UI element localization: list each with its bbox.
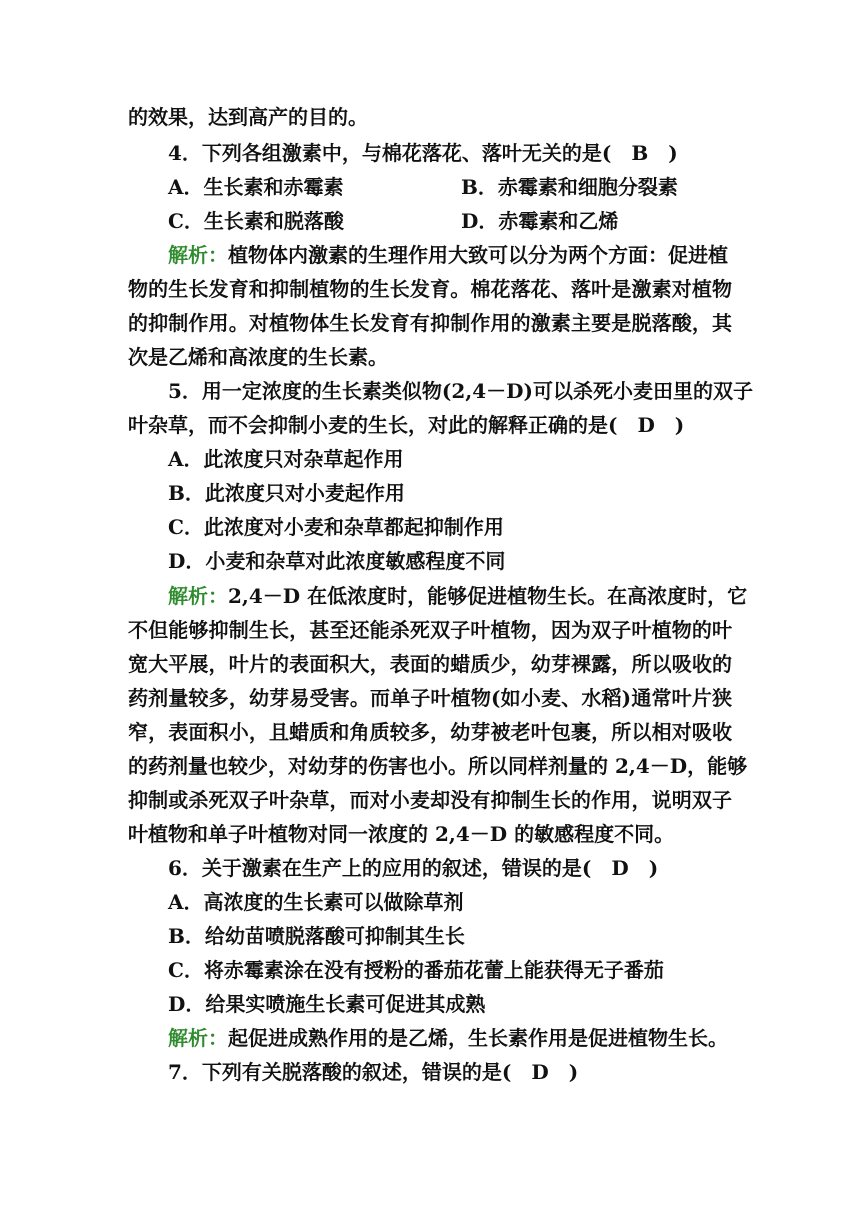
question-4-option-d: D．赤霉素和乙烯	[461, 209, 619, 233]
question-6-option-c: C．将赤霉素涂在没有授粉的番茄花蕾上能获得无子番茄	[168, 958, 664, 982]
analysis-label: 解析：	[168, 584, 228, 608]
question-5-option-b: B．此浓度只对小麦起作用	[168, 481, 405, 505]
analysis-label: 解析：	[168, 243, 228, 267]
intro-tail: 的效果，达到高产的目的。	[128, 105, 368, 129]
question-4-option-c: C．生长素和脱落酸	[168, 209, 344, 233]
question-6-option-b: B．给幼苗喷脱落酸可抑制其生长	[168, 924, 465, 948]
analysis-label: 解析：	[168, 1026, 228, 1050]
question-5-analysis-line-4: 药剂量较多，幼芽易受害。而单子叶植物(如小麦、水稻)通常叶片狭	[128, 686, 732, 710]
question-4-stem: 4．下列各组激素中，与棉花落花、落叶无关的是( B )	[168, 141, 678, 165]
question-5-analysis-line-2: 不但能够抑制生长，甚至还能杀死双子叶植物，因为双子叶植物的叶	[128, 618, 732, 642]
question-4-analysis-line-3: 的抑制作用。对植物体生长发育有抑制作用的激素主要是脱落酸，其	[128, 311, 732, 335]
question-5-analysis-line-1: 解析：2,4－D 在低浓度时，能够促进植物生长。在高浓度时，它	[168, 584, 748, 608]
question-6-option-d: D．给果实喷施生长素可促进其成熟	[168, 992, 486, 1016]
question-5-analysis-line-6: 的药剂量也较少，对幼芽的伤害也小。所以同样剂量的 2,4－D，能够	[128, 754, 748, 778]
question-4-analysis-line-1: 解析：植物体内激素的生理作用大致可以分为两个方面：促进植	[168, 243, 728, 267]
question-4-option-b: B．赤霉素和细胞分裂素	[461, 175, 678, 199]
question-7-stem: 7．下列有关脱落酸的叙述，错误的是( D )	[168, 1060, 579, 1084]
question-5-stem-line-2: 叶杂草，而不会抑制小麦的生长，对此的解释正确的是( D )	[128, 413, 685, 437]
question-6-stem: 6．关于激素在生产上的应用的叙述，错误的是( D )	[168, 856, 659, 880]
question-5-analysis-line-8: 叶植物和单子叶植物对同一浓度的 2,4－D 的敏感程度不同。	[128, 822, 675, 846]
question-6-analysis-line-1: 解析：起促进成熟作用的是乙烯，生长素作用是促进植物生长。	[168, 1026, 728, 1050]
question-5-option-a: A．此浓度只对杂草起作用	[168, 447, 404, 471]
question-5-option-d: D．小麦和杂草对此浓度敏感程度不同	[168, 549, 506, 573]
question-5-analysis-line-5: 窄，表面积小，且蜡质和角质较多，幼芽被老叶包裹，所以相对吸收	[128, 720, 732, 744]
question-4-analysis-line-2: 物的生长发育和抑制植物的生长发育。棉花落花、落叶是激素对植物	[128, 277, 732, 301]
question-5-option-c: C．此浓度对小麦和杂草都起抑制作用	[168, 515, 504, 539]
question-5-analysis-line-3: 宽大平展，叶片的表面积大，表面的蜡质少，幼芽裸露，所以吸收的	[128, 652, 732, 676]
question-4-analysis-line-4: 次是乙烯和高浓度的生长素。	[128, 345, 388, 369]
question-6-option-a: A．高浓度的生长素可以做除草剂	[168, 890, 464, 914]
question-5-stem-line-1: 5．用一定浓度的生长素类似物(2,4－D)可以杀死小麦田里的双子	[168, 379, 753, 403]
question-4-option-a: A．生长素和赤霉素	[168, 175, 344, 199]
question-5-analysis-line-7: 抑制或杀死双子叶杂草，而对小麦却没有抑制生长的作用，说明双子	[128, 788, 732, 812]
